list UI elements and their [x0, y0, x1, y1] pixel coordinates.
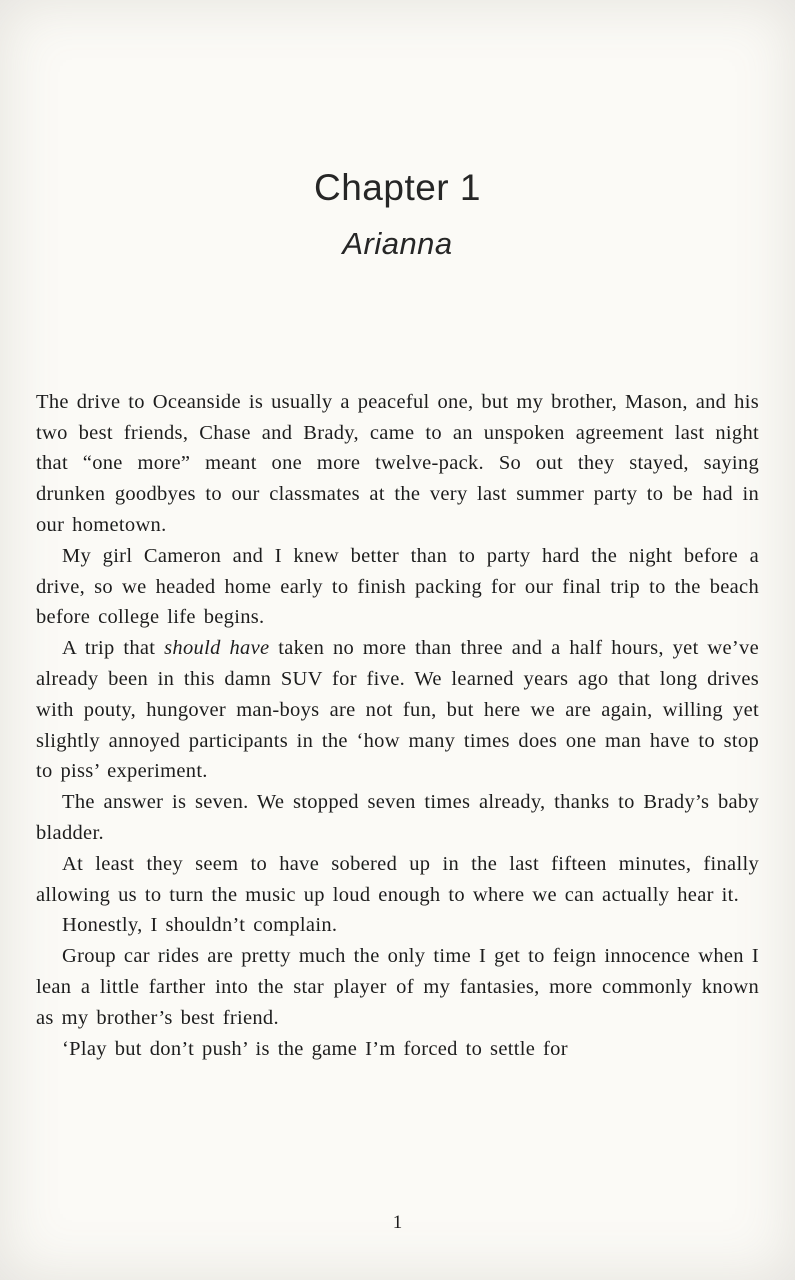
text-segment: ‘Play but don’t push’ is the game I’m forced to settle for: [62, 1037, 568, 1060]
text-segment: At least they seem to have sobered up in the last fifteen minutes, finally allowing us to turn the music up loud enough to where we can actually hear it.: [36, 852, 759, 906]
text-segment: should have: [164, 637, 270, 660]
body-text: [36, 387, 759, 1065]
paragraph: [36, 541, 759, 633]
paragraph: [36, 849, 759, 911]
text-segment: Group car rides are pretty much the only time I get to feign innocence when I lean a little farther into the star player of my fantasies, more commonly known as my brother’s best friend.: [36, 945, 759, 1029]
chapter-title: Chapter 1: [314, 167, 481, 208]
text-segment: A trip that: [62, 637, 165, 660]
text-segment: The answer is seven. We stopped seven times already, thanks to Brady’s baby bladder.: [36, 791, 759, 844]
text-segment: taken no more than three and a half hours, yet we’ve already been in this damn SUV for five. We learned years ago that long drives with pouty, hungover man-boys are not fun, but here we are again, willing yet slightly annoyed participants in the ‘how many times does one man have to stop to piss’ experiment.: [36, 637, 759, 783]
text-segment: The drive to Oceanside is usually a peaceful one, but my brother, Mason, and his two best friends, Chase and Brady, came to an unspoken agreement last night that “one more” meant one more twelve-pack. So out they stayed, saying drunken goodbyes to our classmates at the very last summer party to be had in our hometown.: [36, 390, 759, 536]
paragraph: [36, 941, 759, 1033]
page-number: 1: [392, 1212, 403, 1233]
text-segment: Honestly, I shouldn’t complain.: [62, 914, 338, 937]
chapter-subtitle: Arianna: [342, 225, 453, 261]
paragraph: [36, 910, 759, 941]
paragraph: [36, 787, 759, 849]
paragraph: [36, 387, 759, 541]
paragraph: [36, 1034, 759, 1065]
text-segment: My girl Cameron and I knew better than to party hard the night before a drive, so we headed home early to finish packing for our final trip to the beach before college life begins.: [36, 544, 759, 629]
paragraph: [36, 633, 759, 787]
